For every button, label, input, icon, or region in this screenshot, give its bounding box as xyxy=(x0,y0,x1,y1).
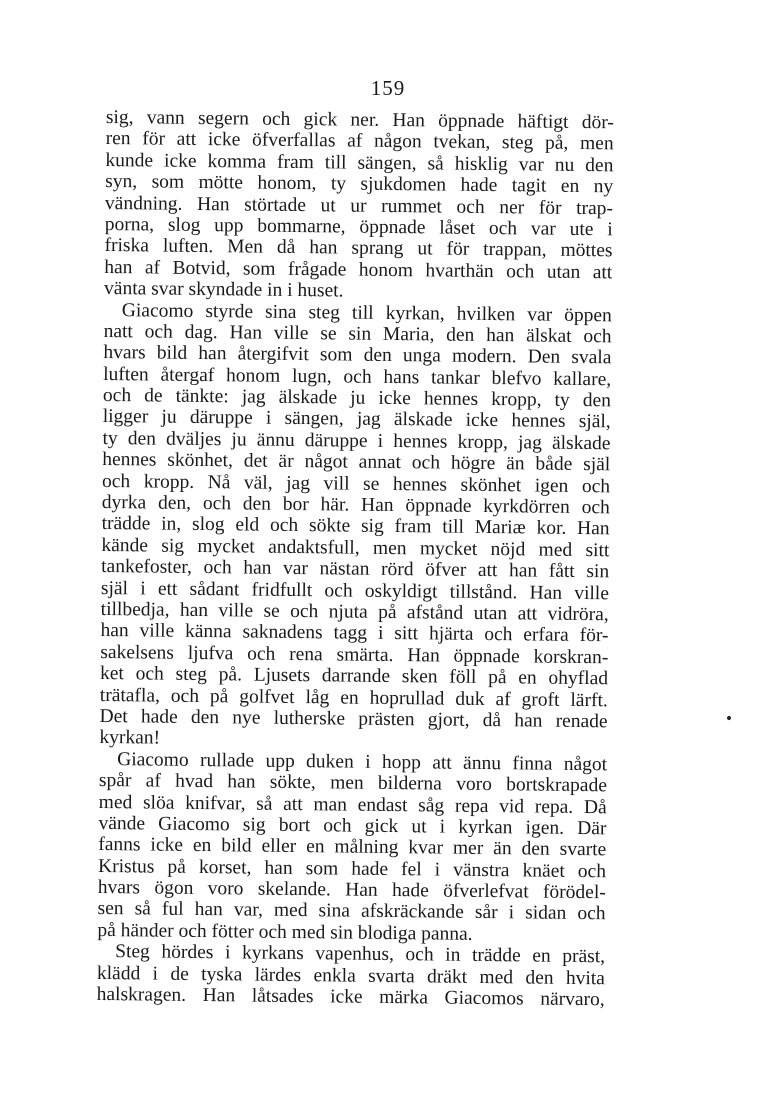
text-line: och kropp. Nå väl, jag vill se hennes skönhet igen och xyxy=(101,470,611,497)
text-line: med slöa knifvar, så att man endast såg repa vid repa. Då xyxy=(98,791,607,818)
text-line: porna, slog upp bommarne, öppnade låset och var ute i xyxy=(104,213,613,241)
text-line: Giacomo styrde sina steg till kyrkan, hvilken var öppen xyxy=(121,299,612,326)
text-line: kunde icke komma fram till sängen, så hisklig var nu den xyxy=(105,149,614,177)
text-line: spår af hvad han sökte, men bilderna voro bortskrapade xyxy=(98,770,608,797)
text-line: fanns icke en bild eller en målning kvar mer än den svarte xyxy=(98,834,607,861)
text-line: halskragen. Han låtsades icke märka Giacomos närvaro, xyxy=(96,983,605,1011)
text-line: vände Giacomo sig bort och gick ut i kyrkan igen. Där xyxy=(98,812,607,840)
text-line: hvars bild han återgifvit som den unga modern. Den svala xyxy=(103,342,612,369)
text-line: själ i ett sådant fridfullt och oskyldigt tillstånd. Han ville xyxy=(100,577,610,604)
text-line: luften återgaf honom lugn, och hans tankar blefvo kallare, xyxy=(103,363,612,390)
text-line: han af Botvid, som frågade honom hvarthän och utan att xyxy=(104,256,613,284)
text-line: vändning. Han störtade ut ur rummet och ner för trap- xyxy=(104,192,614,219)
text-line: Steg hördes i kyrkans vapenhus, och in trädde en präst, xyxy=(115,941,606,968)
text-line: sen så ful han var, med sina afskräckande sår i sidan och xyxy=(97,898,606,925)
text-line: klädd i de tyska lärdes enkla svarta dräkt med den hvita xyxy=(96,962,606,989)
body-text xyxy=(97,107,614,1011)
text-line: Det hade den nye lutherske prästen gjort, då han renade xyxy=(99,705,608,733)
text-line: sakelsens ljufva och rena smärta. Han öppnade korskran- xyxy=(100,641,609,669)
text-line: och de tänkte: jag älskade ju icke hennes kropp, ty den xyxy=(102,385,612,412)
text-line: ty den dväljes ju ännu däruppe i hennes kropp, jag älskade xyxy=(102,427,611,455)
text-line: tankefoster, och han var nästan rörd öfver att han fått sin xyxy=(101,556,610,583)
text-line: hennes skönhet, det är något annat och högre än både själ xyxy=(102,449,611,476)
text-line: natt och dag. Han ville se sin Maria, den han älskat och xyxy=(103,320,612,348)
print-speck xyxy=(726,715,732,721)
text-line: vänta svar skyndade in i huset. xyxy=(103,278,344,302)
text-line: ket och steg på. Ljusets darrande sken föll på en ohyflad xyxy=(99,663,609,690)
text-line: Giacomo rullade upp duken i hopp att ännu finna något xyxy=(117,748,608,776)
text-line: trädde in, slog eld och sökte sig fram till Mariæ kor. Han xyxy=(101,513,610,540)
text-line: ligger ju däruppe i sängen, jag älskade icke hennes själ, xyxy=(102,406,611,433)
text-line: friska luften. Men då han sprang ut för trappan, möttes xyxy=(104,235,613,262)
page-number: 159 xyxy=(370,76,406,100)
text-line: ren för att icke öfverfallas af någon tvekan, steg på, men xyxy=(105,128,614,155)
text-line: sig, vann segern och gick ner. Han öppnade häftigt dör- xyxy=(105,107,614,134)
text-line: på händer och fötter och med sin blodiga panna. xyxy=(97,919,473,945)
text-line: kände sig mycket andaktsfull, men mycket nöjd med sitt xyxy=(101,534,610,562)
text-line: syn, som mötte honom, ty sjukdomen hade tagit en ny xyxy=(105,171,614,198)
text-line: hvars ögon voro skelande. Han hade öfverlefvat förödel- xyxy=(97,877,606,904)
text-line: kyrkan! xyxy=(99,727,161,749)
text-line: trätafla, och på golfvet låg en hoprullad duk af groft lärft. xyxy=(99,684,608,711)
text-line: Kristus på korset, han som hade fel i vänstra knäet och xyxy=(97,855,607,882)
text-line: dyrka den, och den bor här. Han öppnade kyrkdörren och xyxy=(101,492,610,519)
text-line: han ville känna saknadens tagg i sitt hjärta och erfara för- xyxy=(100,620,609,647)
text-line: tillbedja, han ville se och njuta på afstånd utan att vidröra, xyxy=(100,598,609,626)
